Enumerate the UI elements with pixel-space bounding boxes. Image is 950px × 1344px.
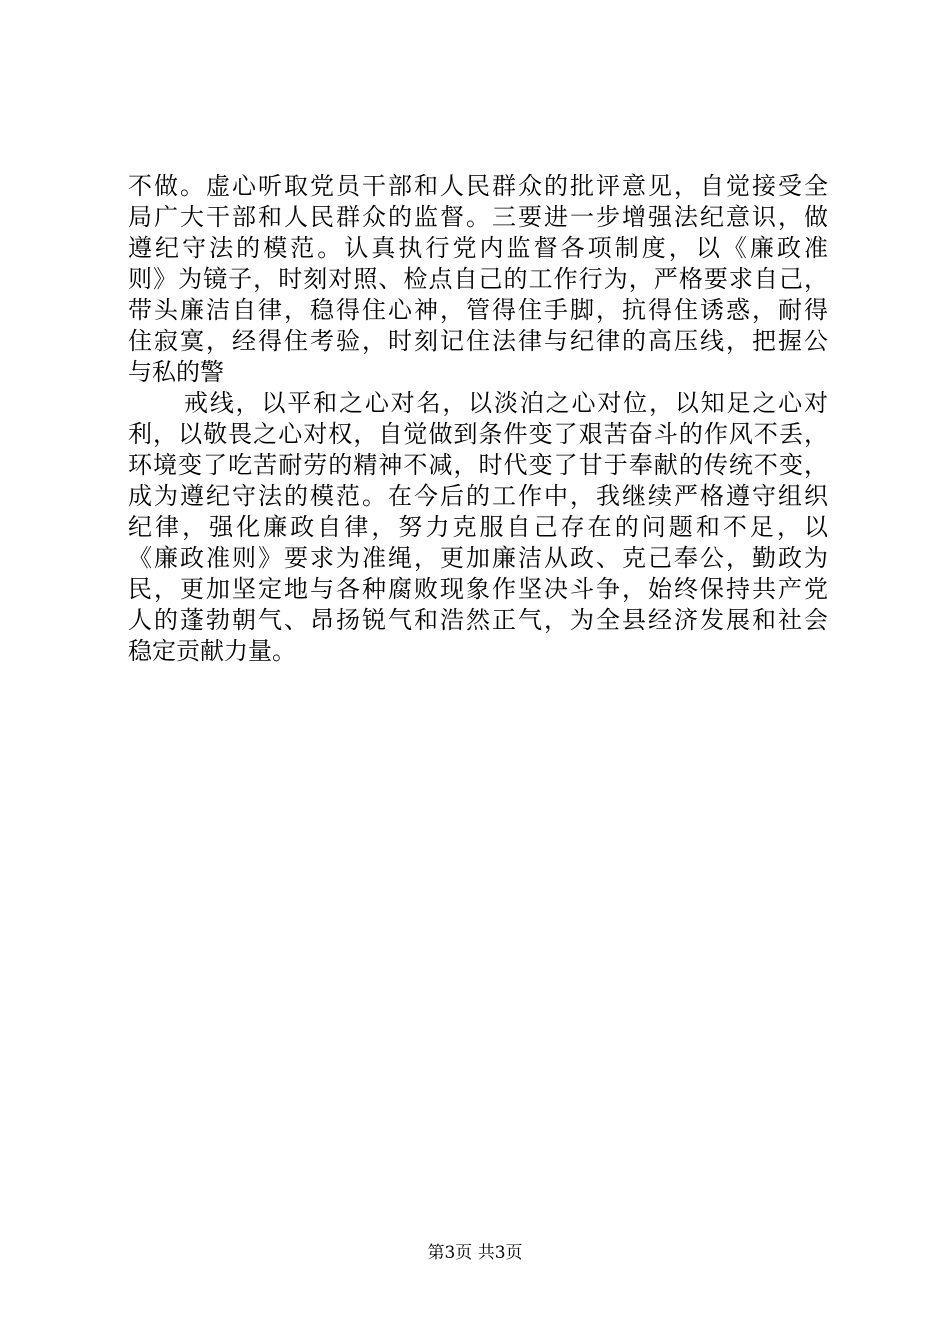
text-line: 住寂寞，经得住考验，时刻记住法律与纪律的高压线，把握公 [128,327,828,355]
text-line: 纪律，强化廉政自律，努力克服自己存在的问题和不足，以 [128,513,828,541]
text-line: 与私的警 [128,358,224,386]
paragraph [128,388,828,667]
page-footer: 第3页 共3页 [427,1243,523,1263]
body-text [128,171,828,667]
text-line: 遵纪守法的模范。认真执行党内监督各项制度，以《廉政准 [128,234,828,262]
text-line: 民，更加坚定地与各种腐败现象作坚决斗争，始终保持共产党 [128,575,828,603]
text-line: 《廉政准则》要求为准绳，更加廉洁从政、克己奉公，勤政为 [128,544,828,572]
text-line: 人的蓬勃朝气、昂扬锐气和浩然正气，为全县经济发展和社会 [128,606,828,634]
text-line: 则》为镜子，时刻对照、检点自己的工作行为，严格要求自己， [128,265,828,293]
text-line: 环境变了吃苦耐劳的精神不减，时代变了甘于奉献的传统不变， [128,451,828,479]
text-line: 带头廉洁自律，稳得住心神，管得住手脚，抗得住诱惑，耐得 [128,296,828,324]
paragraph [128,171,828,388]
text-line: 不做。虚心听取党员干部和人民群众的批评意见，自觉接受全 [128,172,828,200]
text-line: 局广大干部和人民群众的监督。三要进一步增强法纪意识，做 [128,203,828,231]
text-line: 稳定贡献力量。 [128,637,296,665]
text-line: 利，以敬畏之心对权，自觉做到条件变了艰苦奋斗的作风不丢， [128,420,828,448]
text-line: 戒线，以平和之心对名，以淡泊之心对位，以知足之心对 [184,389,828,417]
text-line: 成为遵纪守法的模范。在今后的工作中，我继续严格遵守组织 [128,482,828,510]
